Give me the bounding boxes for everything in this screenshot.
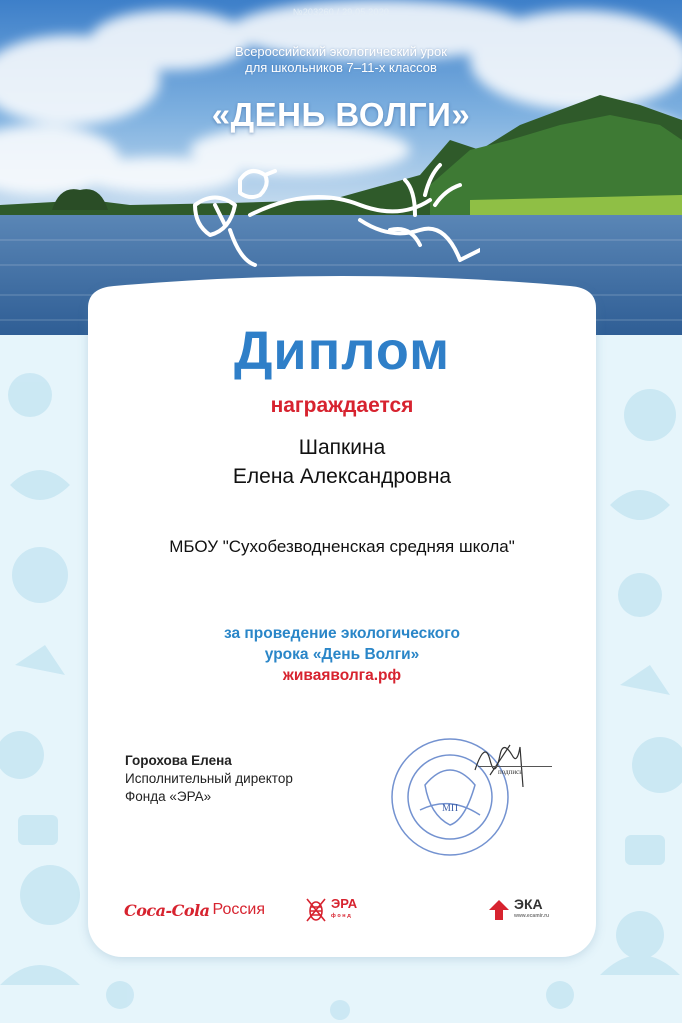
recipient-surname: Шапкина bbox=[298, 436, 386, 459]
document-number: №203260 / 29.05.2020 bbox=[292, 7, 390, 17]
school-name: МБОУ "Сухобезводненская средняя школа" bbox=[169, 537, 515, 556]
award-reason bbox=[88, 623, 596, 686]
recipient-name bbox=[88, 433, 596, 491]
era-word: ЭРА bbox=[331, 896, 358, 911]
cattail-icon bbox=[405, 165, 460, 215]
card-wave-top bbox=[88, 268, 596, 328]
event-title: «ДЕНЬ ВОЛГИ» bbox=[211, 96, 471, 133]
coke-script: Coca-Cola bbox=[124, 900, 210, 920]
stamp-label: МП bbox=[441, 803, 459, 814]
signature-line bbox=[478, 766, 552, 767]
bird-icon bbox=[240, 171, 275, 197]
coca-cola-logo bbox=[124, 895, 265, 925]
header-subtitle bbox=[0, 44, 682, 76]
signer-position-1: Исполнительный директор bbox=[125, 771, 293, 786]
signer-block bbox=[125, 752, 293, 806]
awarded-label: награждается bbox=[270, 394, 414, 417]
pine-cone-icon bbox=[305, 897, 327, 923]
era-fund: фонд bbox=[331, 913, 353, 919]
signature-caption: подпись bbox=[498, 768, 523, 776]
subtitle-line-1: Всероссийский экологический урок bbox=[235, 44, 447, 59]
recipient-given-names: Елена Александровна bbox=[232, 465, 452, 488]
subtitle-line-2: для школьников 7–11-х классов bbox=[245, 60, 437, 75]
website-link[interactable]: живаяволга.рф bbox=[282, 667, 402, 684]
reason-line-2: урока «День Волги» bbox=[264, 646, 420, 663]
certificate-title: Диплом bbox=[233, 321, 451, 381]
eka-house-icon bbox=[488, 898, 510, 922]
sponsor-logos bbox=[88, 895, 596, 925]
signer-position-2: Фонда «ЭРА» bbox=[125, 789, 212, 804]
eka-url: www.ecamir.ru bbox=[514, 913, 550, 919]
eka-word: ЭКА bbox=[514, 896, 543, 912]
volga-emblem bbox=[190, 160, 480, 275]
era-logo bbox=[305, 895, 357, 925]
reason-line-1: за проведение экологического bbox=[223, 625, 460, 642]
signer-name: Горохова Елена bbox=[125, 753, 232, 768]
coke-country: Россия bbox=[212, 901, 265, 918]
eka-logo bbox=[488, 895, 549, 925]
official-stamp bbox=[380, 725, 560, 860]
